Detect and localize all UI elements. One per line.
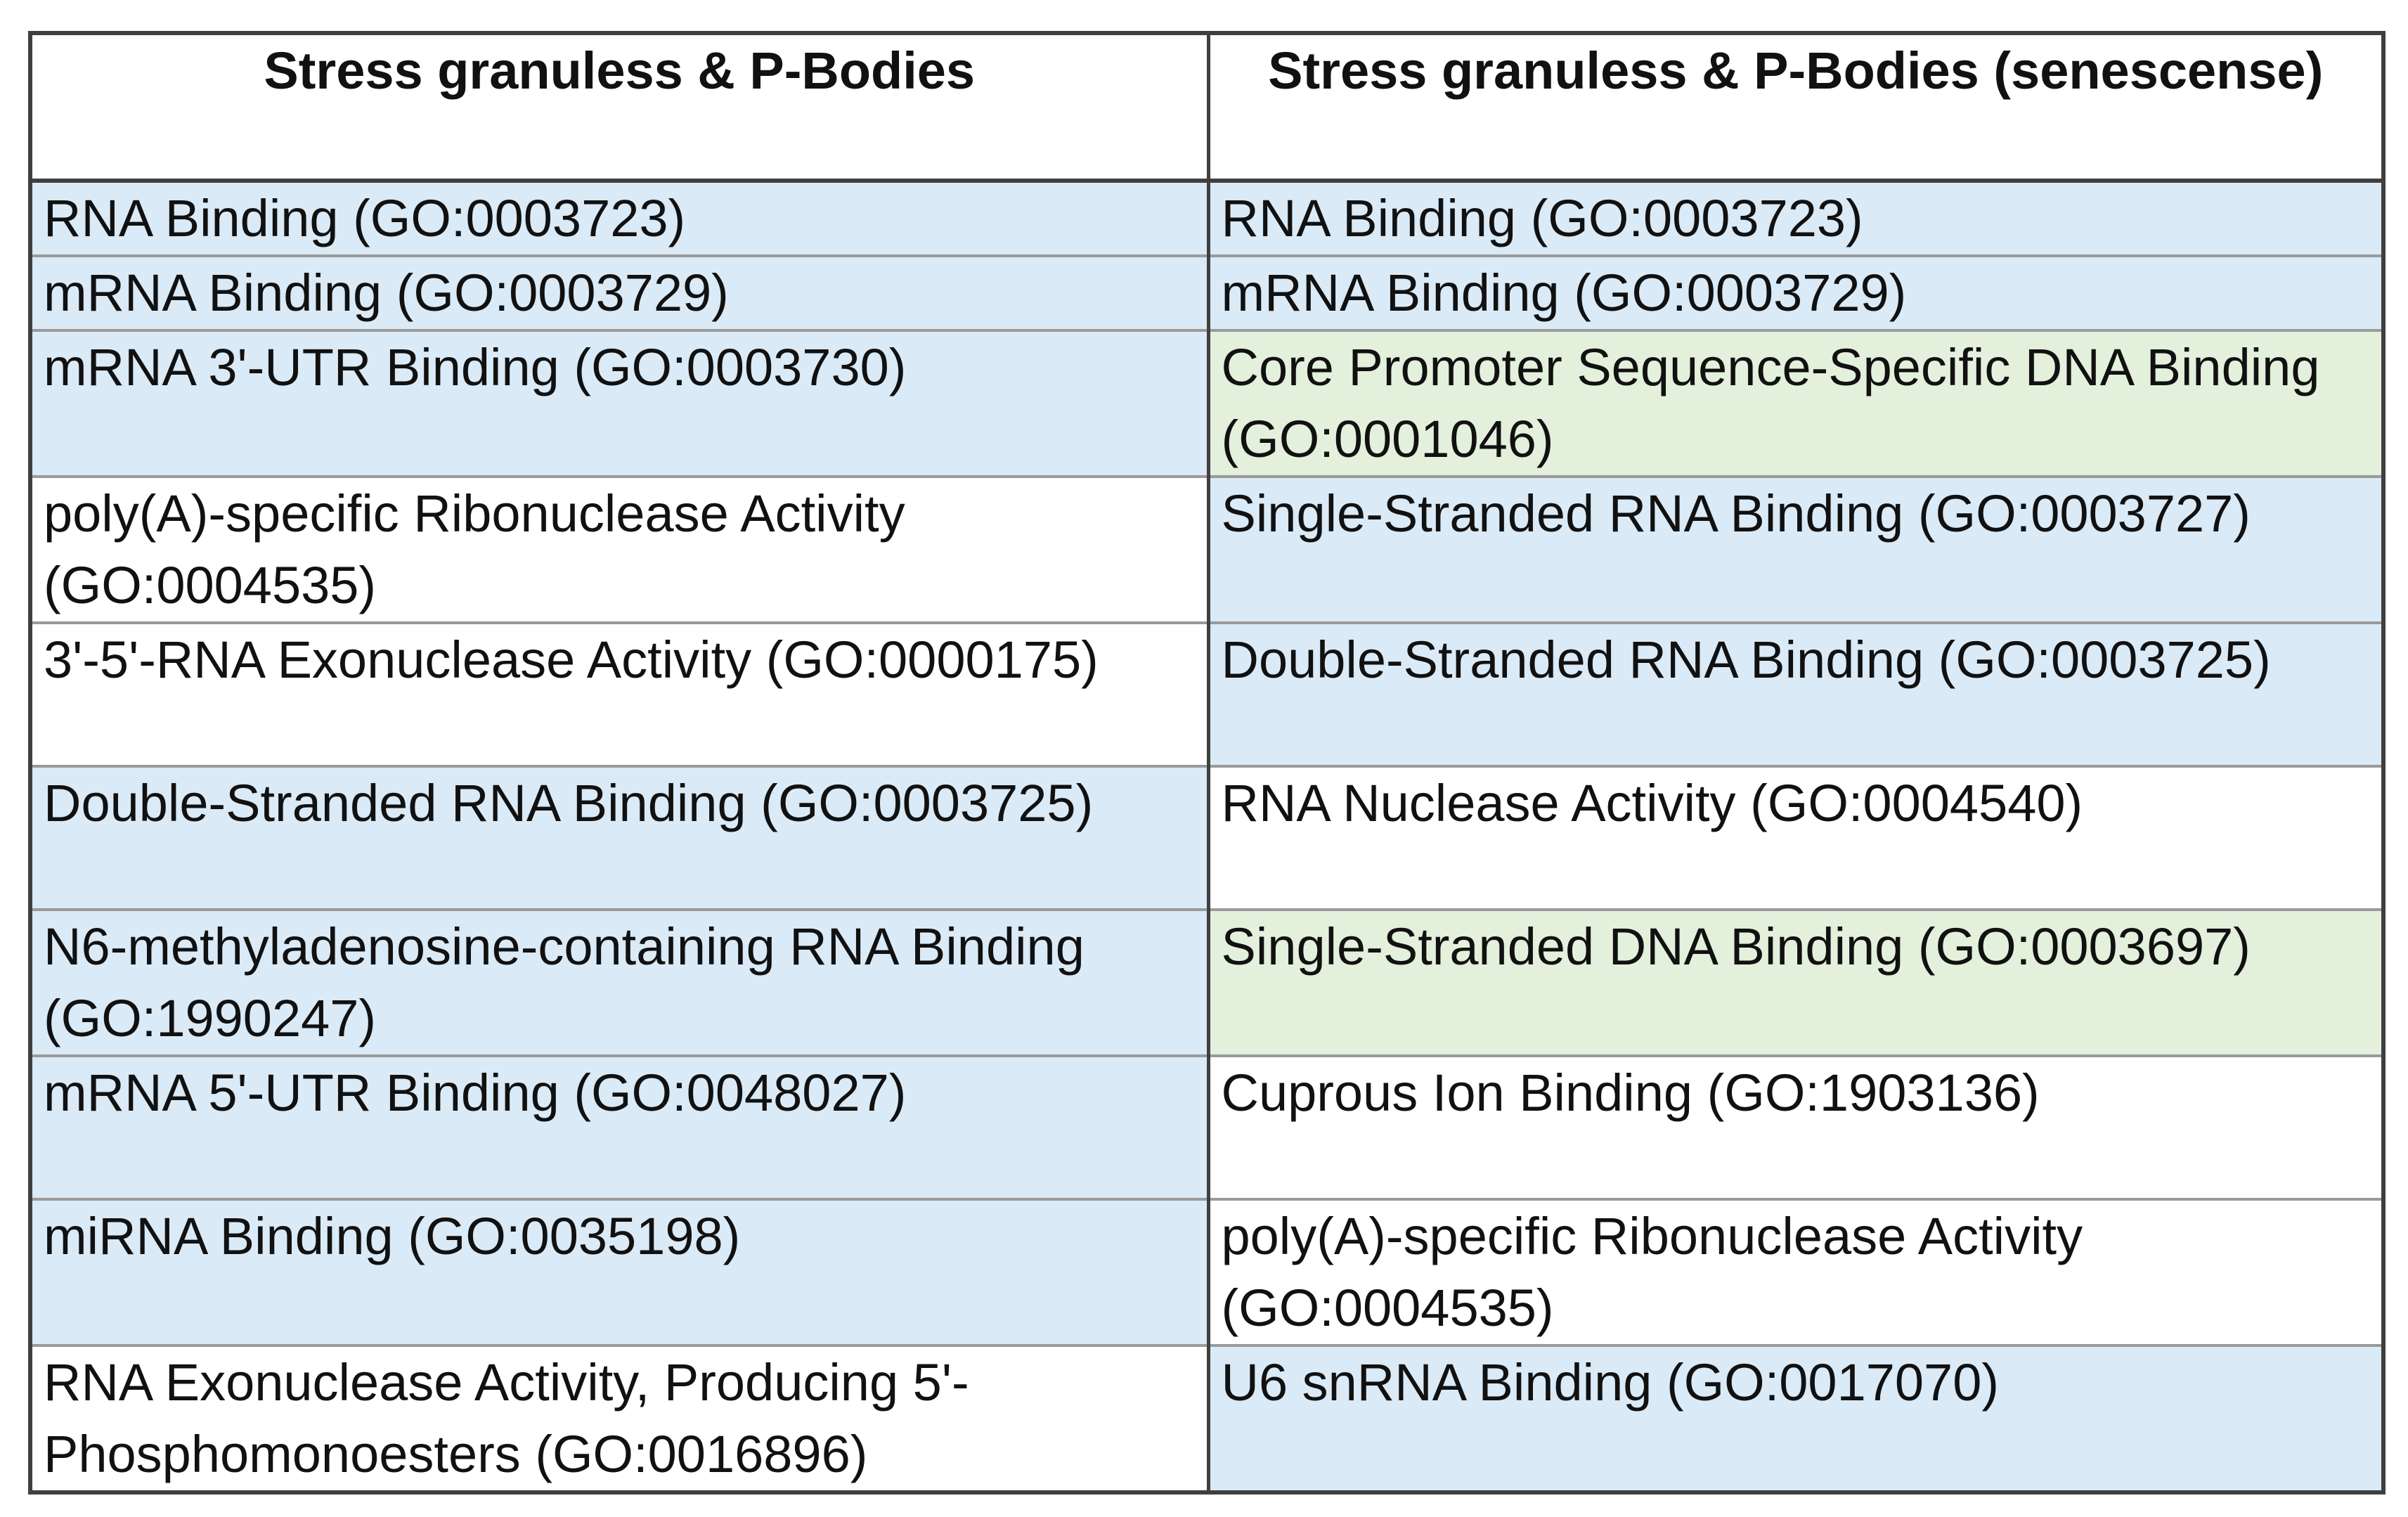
right-cell: U6 snRNA Binding (GO:0017070) [1208, 1345, 2383, 1492]
left-cell: 3'-5'-RNA Exonuclease Activity (GO:0000175) [30, 623, 1208, 766]
left-cell: mRNA 3'-UTR Binding (GO:0003730) [30, 330, 1208, 477]
go-term-table [28, 31, 2386, 1495]
table-row [30, 766, 2383, 910]
table-row [30, 623, 2383, 766]
left-cell: RNA Exonuclease Activity, Producing 5'-Phosphomonoesters (GO:0016896) [30, 1345, 1208, 1492]
right-cell: mRNA Binding (GO:0003729) [1208, 256, 2383, 330]
left-cell: RNA Binding (GO:0003723) [30, 181, 1208, 256]
right-cell: Single-Stranded DNA Binding (GO:0003697) [1208, 910, 2383, 1056]
right-cell: poly(A)-specific Ribonuclease Activity (GO:0004535) [1208, 1199, 2383, 1345]
right-cell: RNA Binding (GO:0003723) [1208, 181, 2383, 256]
left-cell: Double-Stranded RNA Binding (GO:0003725) [30, 766, 1208, 910]
table-row [30, 256, 2383, 330]
table-row [30, 1199, 2383, 1345]
left-cell: poly(A)-specific Ribonuclease Activity (GO:0004535) [30, 477, 1208, 623]
table-row [30, 330, 2383, 477]
left-cell: N6-methyladenosine-containing RNA Binding (GO:1990247) [30, 910, 1208, 1056]
table-row [30, 181, 2383, 256]
left-cell: mRNA Binding (GO:0003729) [30, 256, 1208, 330]
table-row [30, 910, 2383, 1056]
right-cell: Single-Stranded RNA Binding (GO:0003727) [1208, 477, 2383, 623]
right-cell: RNA Nuclease Activity (GO:0004540) [1208, 766, 2383, 910]
column-header-stress-granules: Stress granuless & P-Bodies [30, 33, 1208, 181]
left-cell: mRNA 5'-UTR Binding (GO:0048027) [30, 1056, 1208, 1199]
right-cell: Double-Stranded RNA Binding (GO:0003725) [1208, 623, 2383, 766]
header-row [30, 33, 2383, 181]
table-row [30, 1056, 2383, 1199]
right-cell: Core Promoter Sequence-Specific DNA Binding (GO:0001046) [1208, 330, 2383, 477]
table-row [30, 477, 2383, 623]
left-cell: miRNA Binding (GO:0035198) [30, 1199, 1208, 1345]
table-row [30, 1345, 2383, 1492]
right-cell: Cuprous Ion Binding (GO:1903136) [1208, 1056, 2383, 1199]
column-header-stress-granules-senescence: Stress granuless & P-Bodies (senescense) [1208, 33, 2383, 181]
